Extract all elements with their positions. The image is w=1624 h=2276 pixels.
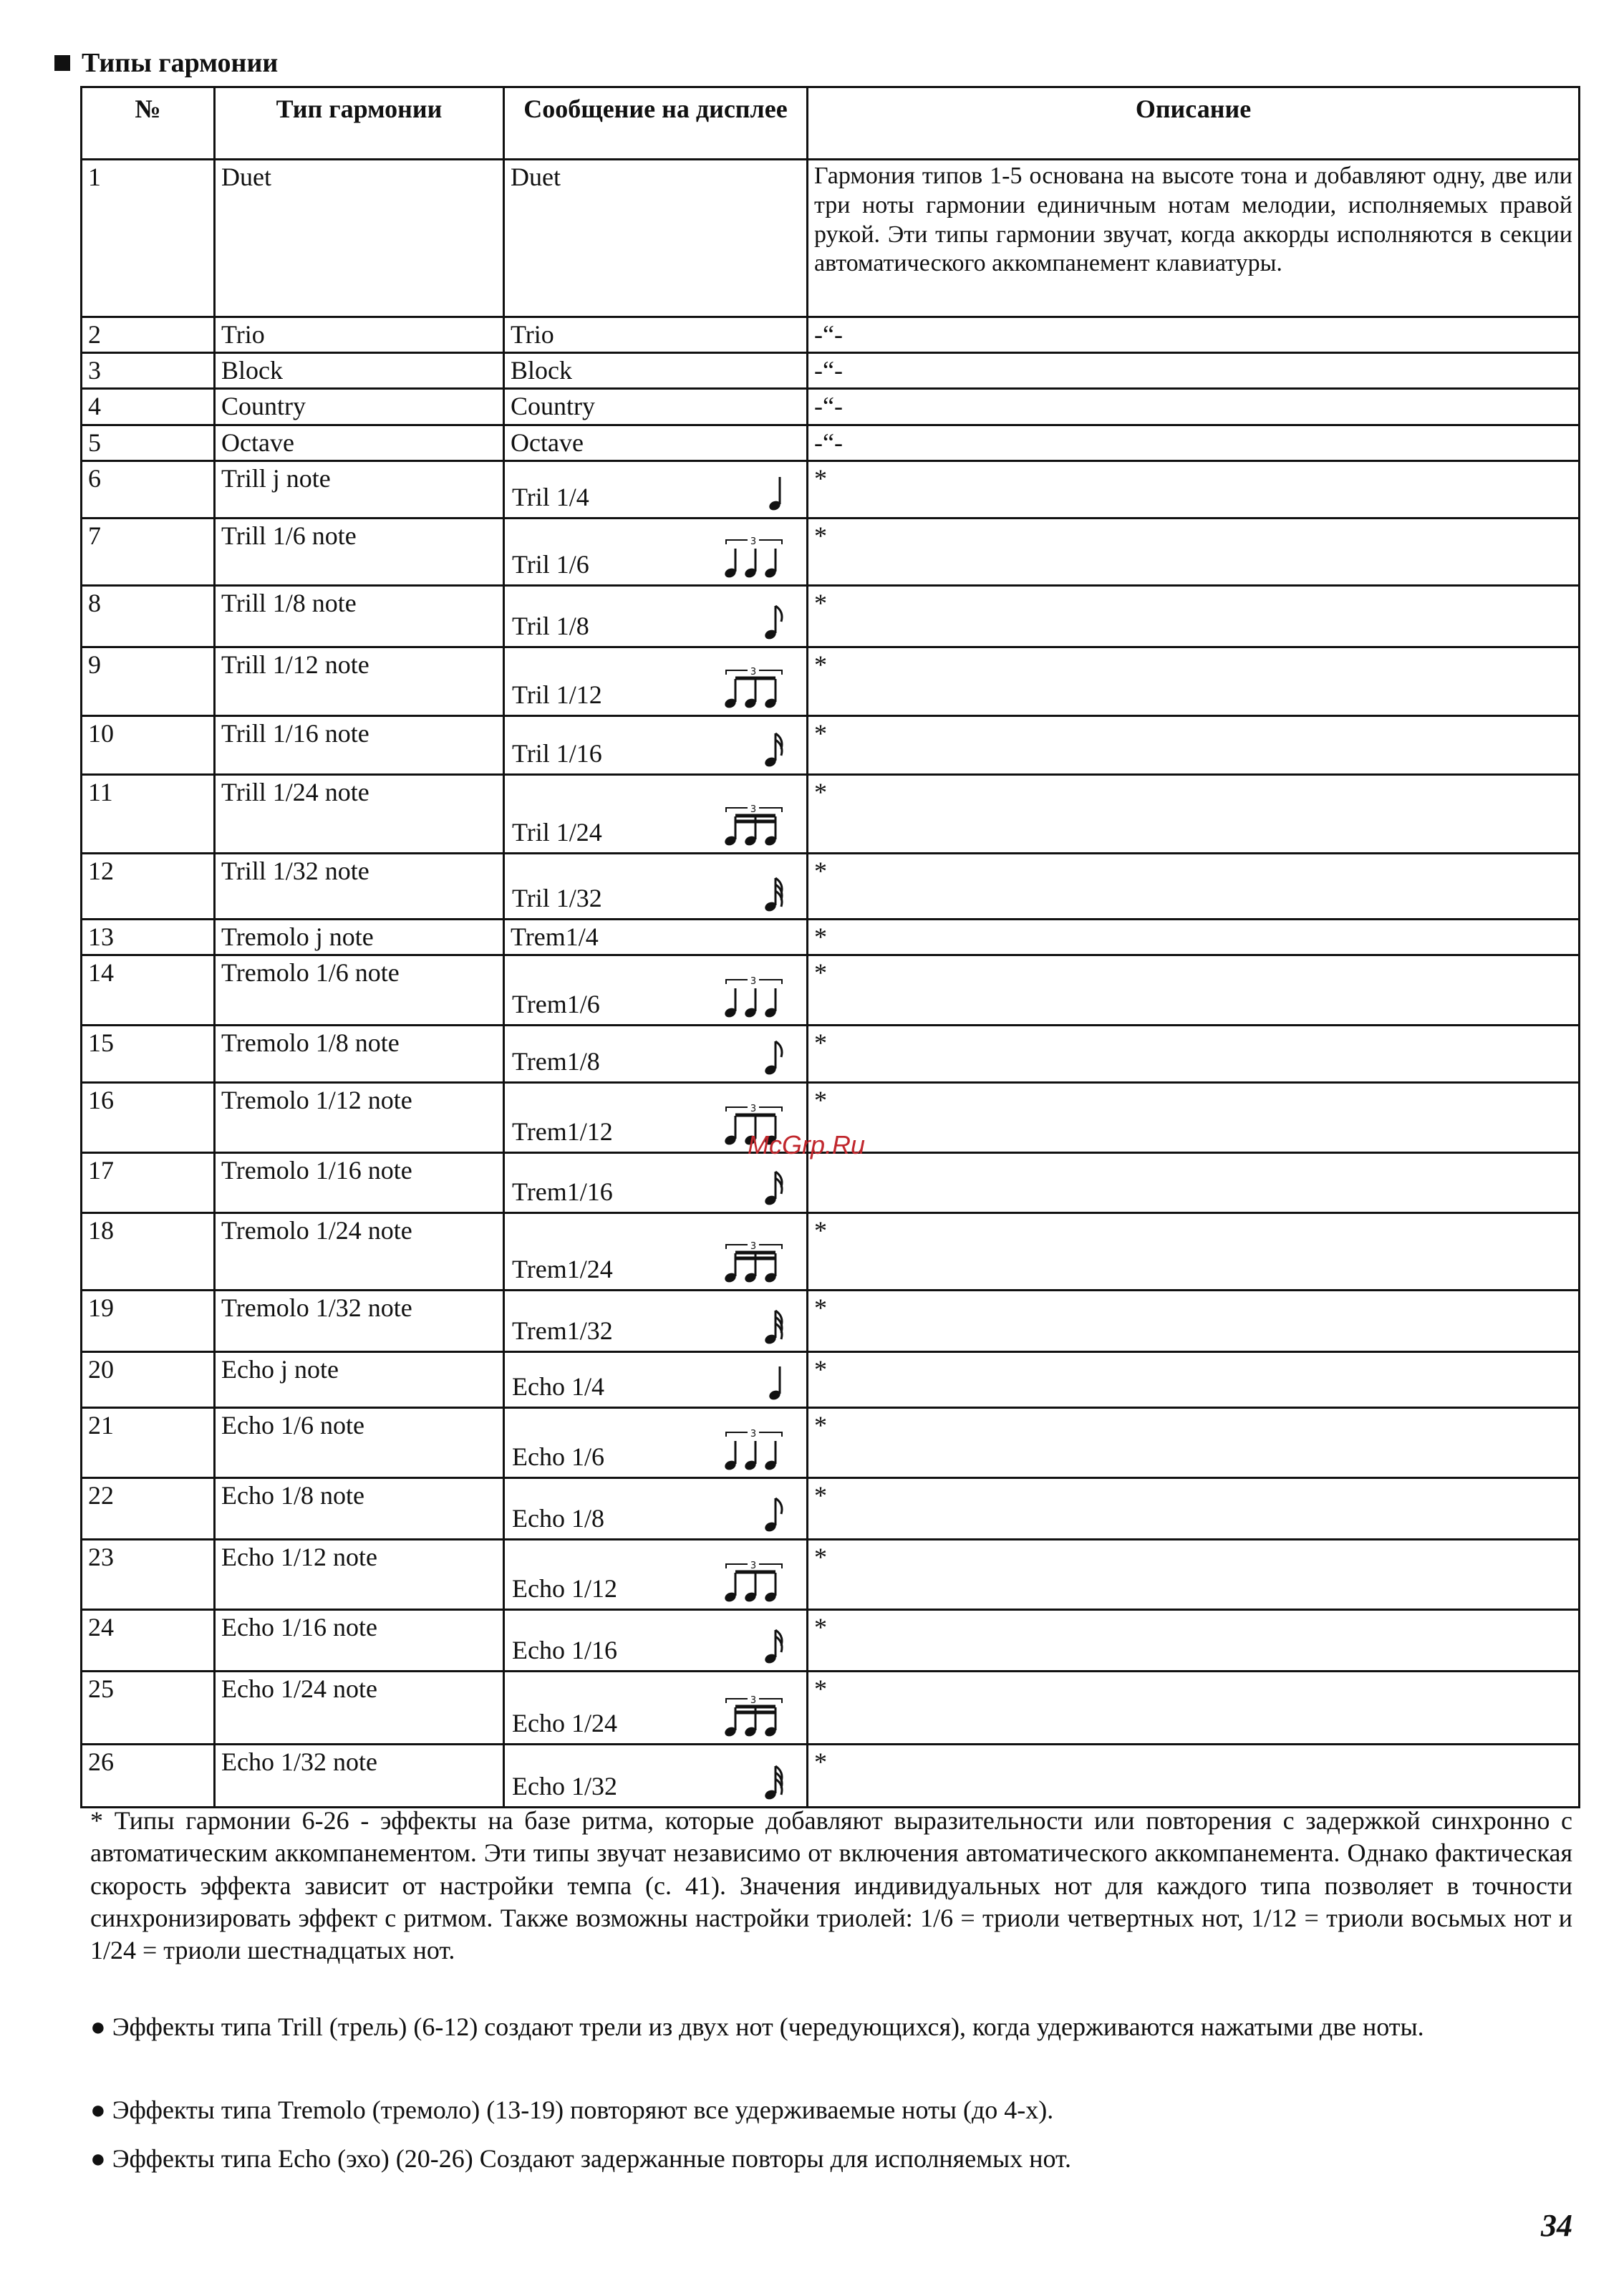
cell-number: 13 bbox=[82, 919, 215, 955]
cell-description: -“- bbox=[808, 353, 1580, 389]
sixteenth-note-icon bbox=[762, 1169, 788, 1206]
display-message-text: Country bbox=[511, 392, 596, 421]
cell-description: -“- bbox=[808, 317, 1580, 353]
cell-display-message bbox=[504, 1744, 808, 1807]
cell-description: * bbox=[808, 1212, 1580, 1290]
cell-description: * bbox=[808, 518, 1580, 585]
table-row bbox=[82, 647, 1580, 715]
cell-display-message bbox=[504, 1351, 808, 1407]
cell-number: 26 bbox=[82, 1744, 215, 1807]
table-row bbox=[82, 715, 1580, 774]
bullet-echo: ● Эффекты типа Echo (эхо) (20-26) Создают задержанные повторы для исполняемых нот. bbox=[90, 2144, 1072, 2173]
eighth-note-icon bbox=[762, 1038, 788, 1076]
cell-number: 25 bbox=[82, 1671, 215, 1744]
cell-description: * bbox=[808, 774, 1580, 853]
cell-number: 11 bbox=[82, 774, 215, 853]
table-row bbox=[82, 919, 1580, 955]
cell-description: * bbox=[808, 853, 1580, 919]
eighth-triplet-icon bbox=[722, 1560, 788, 1603]
display-message-text: Trem1/12 bbox=[512, 1117, 613, 1146]
cell-number: 16 bbox=[82, 1082, 215, 1152]
cell-display-message bbox=[504, 1152, 808, 1212]
cell-display-message bbox=[504, 389, 808, 425]
cell-harmony-type: Duet bbox=[215, 160, 504, 317]
table-row bbox=[82, 1744, 1580, 1807]
cell-display-message bbox=[504, 1025, 808, 1082]
cell-harmony-type: Country bbox=[215, 389, 504, 425]
cell-description: * bbox=[808, 1290, 1580, 1351]
display-message-text: Trem1/16 bbox=[512, 1177, 613, 1206]
cell-number: 12 bbox=[82, 853, 215, 919]
footnote: * Типы гармонии 6-26 - эффекты на базе ритма, которые добавляют выразительности или повторения с задержкой синхронно с автоматическим аккомпанементом. Эти типы звучат независимо от включения автоматического аккомпанемента. Однако фактическая скорость эффекта зависит от настройки темпа (с. 41). Значения индивидуальных нот для каждого типа позволяет в точности синхронизировать эффект с ритмом. Также возможны настройки триолей: 1/6 = триоли четвертных нот, 1/12 = триоли восьмых нот и 1/24 = триоли шестнадцатых нот. bbox=[90, 1806, 1572, 1965]
cell-number: 24 bbox=[82, 1609, 215, 1671]
cell-harmony-type: Block bbox=[215, 353, 504, 389]
square-bullet-icon bbox=[54, 55, 70, 71]
cell-description: * bbox=[808, 1477, 1580, 1539]
cell-display-message bbox=[504, 353, 808, 389]
header-display: Сообщение на дисплее bbox=[504, 87, 808, 160]
table-row bbox=[82, 1212, 1580, 1290]
display-message-text: Trem1/6 bbox=[512, 989, 600, 1018]
section-title: Типы гармонии bbox=[82, 48, 279, 78]
table-row bbox=[82, 955, 1580, 1025]
cell-harmony-type: Trill 1/12 note bbox=[215, 647, 504, 715]
cell-description: -“- bbox=[808, 425, 1580, 460]
cell-harmony-type: Tremolo 1/8 note bbox=[215, 1025, 504, 1082]
cell-description: * bbox=[808, 1671, 1580, 1744]
table-row bbox=[82, 853, 1580, 919]
cell-description: * bbox=[808, 647, 1580, 715]
eighth-triplet-icon bbox=[722, 666, 788, 709]
table-row bbox=[82, 317, 1580, 353]
bullet-tremolo: ● Эффекты типа Tremolo (тремоло) (13-19) повторяют все удерживаемые ноты (до 4-х). bbox=[90, 2096, 1054, 2124]
svg-text:3: 3 bbox=[750, 666, 757, 678]
cell-harmony-type: Tremolo 1/32 note bbox=[215, 1290, 504, 1351]
cell-description: * bbox=[808, 955, 1580, 1025]
sixteenth-note-icon bbox=[762, 730, 788, 768]
cell-display-message bbox=[504, 955, 808, 1025]
table-row bbox=[82, 389, 1580, 425]
cell-harmony-type: Echo 1/12 note bbox=[215, 1539, 504, 1609]
cell-display-message bbox=[504, 1212, 808, 1290]
watermark: McGrp.Ru bbox=[748, 1130, 866, 1159]
cell-display-message bbox=[504, 715, 808, 774]
cell-description: * bbox=[808, 1351, 1580, 1407]
cell-number: 14 bbox=[82, 955, 215, 1025]
table-row bbox=[82, 160, 1580, 317]
cell-display-message bbox=[504, 1539, 808, 1609]
sixteenth-triplet-icon bbox=[722, 1694, 788, 1737]
quarter-note-icon bbox=[766, 1364, 788, 1401]
cell-display-message bbox=[504, 585, 808, 647]
cell-number: 8 bbox=[82, 585, 215, 647]
table-row bbox=[82, 1351, 1580, 1407]
thirtysecond-note-icon bbox=[762, 1308, 788, 1345]
table-row bbox=[82, 425, 1580, 460]
display-message-text: Echo 1/32 bbox=[512, 1771, 617, 1800]
cell-display-message bbox=[504, 1609, 808, 1671]
cell-number: 4 bbox=[82, 389, 215, 425]
cell-description: * bbox=[808, 1025, 1580, 1082]
cell-description: * bbox=[808, 919, 1580, 955]
display-message-text: Echo 1/16 bbox=[512, 1635, 617, 1664]
header-type: Тип гармонии bbox=[215, 87, 504, 160]
cell-description: * bbox=[808, 1539, 1580, 1609]
cell-description: * bbox=[808, 1082, 1580, 1152]
cell-harmony-type: Trill 1/16 note bbox=[215, 715, 504, 774]
cell-number: 6 bbox=[82, 460, 215, 518]
table-row bbox=[82, 518, 1580, 585]
cell-harmony-type: Trill 1/24 note bbox=[215, 774, 504, 853]
cell-number: 3 bbox=[82, 353, 215, 389]
svg-text:3: 3 bbox=[750, 1103, 757, 1114]
svg-text:3: 3 bbox=[750, 1240, 757, 1252]
display-message-text: Tril 1/16 bbox=[512, 738, 602, 768]
table-row bbox=[82, 1477, 1580, 1539]
cell-harmony-type: Tremolo 1/24 note bbox=[215, 1212, 504, 1290]
display-message-text: Tril 1/24 bbox=[512, 817, 602, 847]
cell-number: 2 bbox=[82, 317, 215, 353]
display-message-text: Trio bbox=[511, 320, 554, 349]
cell-number: 7 bbox=[82, 518, 215, 585]
cell-display-message bbox=[504, 160, 808, 317]
display-message-text: Block bbox=[511, 356, 572, 385]
cell-display-message bbox=[504, 460, 808, 518]
cell-description: * bbox=[808, 1744, 1580, 1807]
table-row bbox=[82, 1609, 1580, 1671]
cell-description: * bbox=[808, 585, 1580, 647]
cell-display-message bbox=[504, 1407, 808, 1477]
display-message-text: Tril 1/12 bbox=[512, 680, 602, 709]
display-message-text: Trem1/32 bbox=[512, 1316, 613, 1345]
cell-harmony-type: Trill 1/6 note bbox=[215, 518, 504, 585]
cell-harmony-type: Tremolo 1/12 note bbox=[215, 1082, 504, 1152]
cell-display-message bbox=[504, 425, 808, 460]
table-row bbox=[82, 1152, 1580, 1212]
display-message-text: Echo 1/24 bbox=[512, 1708, 617, 1737]
svg-text:3: 3 bbox=[750, 975, 757, 987]
cell-display-message bbox=[504, 919, 808, 955]
quarter-triplet-icon bbox=[722, 1428, 788, 1471]
cell-display-message bbox=[504, 647, 808, 715]
table-row bbox=[82, 1407, 1580, 1477]
display-message-text: Echo 1/4 bbox=[512, 1371, 604, 1401]
section-heading bbox=[54, 47, 278, 79]
thirtysecond-note-icon bbox=[762, 875, 788, 912]
cell-description bbox=[808, 1152, 1580, 1212]
table-header-row bbox=[82, 87, 1580, 160]
display-message-text: Echo 1/6 bbox=[512, 1442, 604, 1471]
svg-text:3: 3 bbox=[750, 1560, 757, 1571]
cell-harmony-type: Trill j note bbox=[215, 460, 504, 518]
eighth-note-icon bbox=[762, 603, 788, 640]
cell-harmony-type: Trio bbox=[215, 317, 504, 353]
cell-harmony-type: Tremolo j note bbox=[215, 919, 504, 955]
quarter-triplet-icon bbox=[722, 975, 788, 1018]
cell-display-message bbox=[504, 1477, 808, 1539]
display-message-text: Tril 1/8 bbox=[512, 611, 589, 640]
cell-display-message bbox=[504, 853, 808, 919]
quarter-triplet-icon bbox=[722, 536, 788, 579]
table-row bbox=[82, 1671, 1580, 1744]
display-message-text: Echo 1/12 bbox=[512, 1573, 617, 1603]
cell-harmony-type: Trill 1/32 note bbox=[215, 853, 504, 919]
table-row bbox=[82, 1290, 1580, 1351]
table-row bbox=[82, 774, 1580, 853]
page-number: 34 bbox=[1541, 2208, 1572, 2243]
display-message-text: Octave bbox=[511, 428, 584, 457]
display-message-text: Tril 1/6 bbox=[512, 549, 589, 579]
cell-number: 18 bbox=[82, 1212, 215, 1290]
cell-description: * bbox=[808, 1407, 1580, 1477]
cell-number: 5 bbox=[82, 425, 215, 460]
harmony-types-table bbox=[80, 86, 1580, 1808]
cell-harmony-type: Echo 1/6 note bbox=[215, 1407, 504, 1477]
svg-text:3: 3 bbox=[750, 1694, 757, 1706]
cell-number: 15 bbox=[82, 1025, 215, 1082]
table-row bbox=[82, 460, 1580, 518]
table-row bbox=[82, 1025, 1580, 1082]
eighth-note-icon bbox=[762, 1495, 788, 1533]
display-message-text: Trem1/8 bbox=[512, 1046, 600, 1076]
cell-display-message bbox=[504, 317, 808, 353]
cell-description: * bbox=[808, 715, 1580, 774]
cell-description: * bbox=[808, 460, 1580, 518]
cell-display-message bbox=[504, 1290, 808, 1351]
quarter-note-icon bbox=[766, 474, 788, 511]
cell-harmony-type: Trill 1/8 note bbox=[215, 585, 504, 647]
sixteenth-triplet-icon bbox=[722, 1240, 788, 1283]
cell-harmony-type: Echo 1/32 note bbox=[215, 1744, 504, 1807]
sixteenth-note-icon bbox=[762, 1627, 788, 1664]
cell-display-message bbox=[504, 518, 808, 585]
cell-harmony-type: Echo 1/24 note bbox=[215, 1671, 504, 1744]
cell-harmony-type: Echo 1/16 note bbox=[215, 1609, 504, 1671]
cell-number: 21 bbox=[82, 1407, 215, 1477]
cell-description: * bbox=[808, 1609, 1580, 1671]
cell-number: 1 bbox=[82, 160, 215, 317]
cell-harmony-type: Tremolo 1/6 note bbox=[215, 955, 504, 1025]
sixteenth-triplet-icon bbox=[722, 804, 788, 847]
cell-number: 9 bbox=[82, 647, 215, 715]
header-description: Описание bbox=[808, 87, 1580, 160]
cell-number: 10 bbox=[82, 715, 215, 774]
svg-text:3: 3 bbox=[750, 1428, 757, 1440]
cell-number: 23 bbox=[82, 1539, 215, 1609]
cell-description: Гармония типов 1-5 основана на высоте тона и добавляют одну, две или три ноты гармонии единичным нотам мелодии, исполняемых правой рукой. Эти типы гармонии звучат, когда аккорды исполняются в секции автоматического аккомпанемент клавиатуры. bbox=[808, 160, 1580, 317]
display-message-text: Echo 1/8 bbox=[512, 1503, 604, 1533]
display-message-text: Trem1/4 bbox=[511, 922, 599, 951]
table-row bbox=[82, 585, 1580, 647]
cell-harmony-type: Echo 1/8 note bbox=[215, 1477, 504, 1539]
header-number: № bbox=[82, 87, 215, 160]
cell-number: 22 bbox=[82, 1477, 215, 1539]
cell-number: 20 bbox=[82, 1351, 215, 1407]
bullet-trill: ● Эффекты типа Trill (трель) (6-12) создают трели из двух нот (чередующихся), когда удерживаются нажатыми две ноты. bbox=[90, 2012, 1424, 2041]
table-row bbox=[82, 353, 1580, 389]
cell-number: 19 bbox=[82, 1290, 215, 1351]
cell-harmony-type: Tremolo 1/16 note bbox=[215, 1152, 504, 1212]
svg-text:3: 3 bbox=[750, 536, 757, 547]
display-message-text: Duet bbox=[511, 163, 561, 191]
thirtysecond-note-icon bbox=[762, 1763, 788, 1800]
svg-text:3: 3 bbox=[750, 804, 757, 815]
cell-display-message bbox=[504, 774, 808, 853]
table-row bbox=[82, 1539, 1580, 1609]
display-message-text: Trem1/24 bbox=[512, 1254, 613, 1283]
display-message-text: Tril 1/32 bbox=[512, 883, 602, 912]
cell-display-message bbox=[504, 1671, 808, 1744]
display-message-text: Tril 1/4 bbox=[512, 482, 589, 511]
cell-harmony-type: Echo j note bbox=[215, 1351, 504, 1407]
cell-number: 17 bbox=[82, 1152, 215, 1212]
cell-harmony-type: Octave bbox=[215, 425, 504, 460]
cell-description: -“- bbox=[808, 389, 1580, 425]
